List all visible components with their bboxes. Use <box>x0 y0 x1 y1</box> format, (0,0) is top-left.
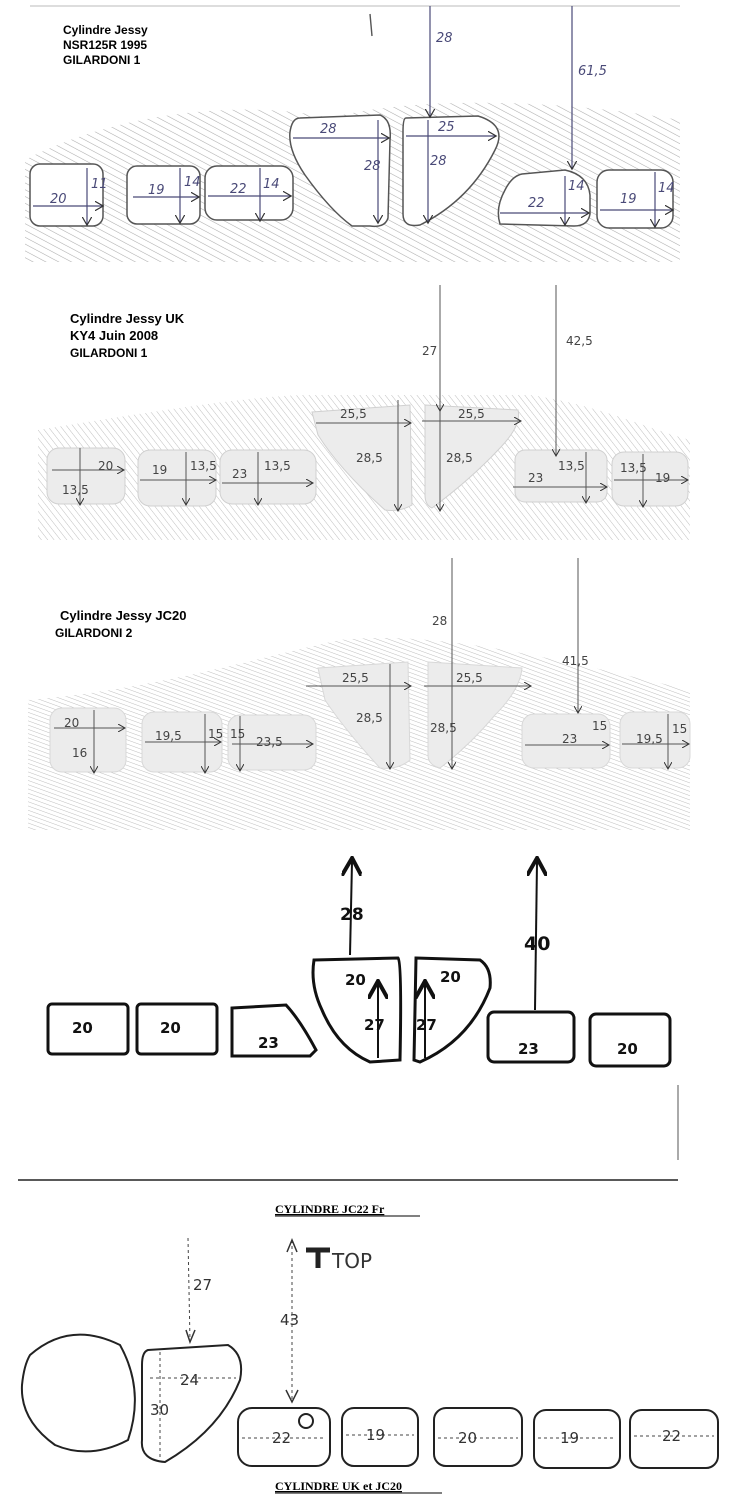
port-6-height: 13,5 <box>558 459 585 473</box>
port-1-width: 20 <box>72 1019 93 1037</box>
port-5-width: 19 <box>560 1429 580 1447</box>
port-6-width: 22 <box>528 196 545 211</box>
panel-uk-jc20 <box>22 1238 718 1493</box>
panel-title-line-3: GILARDONI 1 <box>70 346 148 360</box>
port-4-width: 28 <box>320 122 337 137</box>
panel-jc20 <box>28 558 690 830</box>
port-4-height: 28,5 <box>356 711 383 725</box>
port-1-height: 13,5 <box>62 483 89 497</box>
port-7-width: 20 <box>617 1040 638 1058</box>
port-3-height: 13,5 <box>264 459 291 473</box>
height-right: 42,5 <box>566 334 593 348</box>
port-4-width: 25,5 <box>340 407 367 421</box>
port-exhaust-left <box>22 1335 135 1452</box>
height-left: 28 <box>340 905 364 925</box>
port-3-width: 23,5 <box>256 735 283 749</box>
port-6-width: 23 <box>528 471 544 485</box>
port-4-height: 28,5 <box>356 451 383 465</box>
port-1 <box>50 708 126 772</box>
port-3-width: 22 <box>230 182 247 197</box>
port-6-height: 14 <box>568 179 585 194</box>
height-right: 61,5 <box>578 64 607 79</box>
height-left: 27 <box>193 1276 213 1294</box>
port-5-height: 28 <box>430 154 447 169</box>
port-1-height: 16 <box>72 746 88 760</box>
port-3-width: 19 <box>366 1426 386 1444</box>
port-7-height: 15 <box>672 722 688 736</box>
port-7-width: 19 <box>655 471 671 485</box>
panel-ky4 <box>38 285 690 540</box>
panel-title-line-2: NSR125R 1995 <box>63 38 148 52</box>
port-5-width: 25 <box>438 120 455 135</box>
port-5-width: 20 <box>440 968 461 986</box>
port-7-height: 14 <box>658 181 675 196</box>
port-4-width: 20 <box>345 971 366 989</box>
panel-title-line-1: Cylindre Jessy <box>63 23 148 37</box>
port-4-height: 28 <box>364 159 381 174</box>
height-left: 28 <box>436 31 453 46</box>
port-5-width: 25,5 <box>456 671 483 685</box>
port-5-height: 27 <box>416 1016 437 1034</box>
port-6-width: 23 <box>518 1040 539 1058</box>
height-right: 43 <box>280 1311 300 1329</box>
port-1-width: 20 <box>98 459 114 473</box>
port-4-width: 20 <box>458 1429 478 1447</box>
panel-title-line-3: GILARDONI 1 <box>63 53 141 67</box>
port-2-height: 14 <box>184 175 201 190</box>
port-7-height: 13,5 <box>620 461 647 475</box>
port-5-height: 28,5 <box>430 721 457 735</box>
port-2-width: 22 <box>272 1429 292 1447</box>
top-label: TOP <box>332 1249 373 1273</box>
port-7-width: 19 <box>620 192 637 207</box>
port-2-width: 20 <box>160 1019 181 1037</box>
panel-jc22 <box>18 862 678 1216</box>
panel-caption: CYLINDRE JC22 Fr <box>275 1202 385 1216</box>
port-1-height: 11 <box>91 177 108 192</box>
port-3-height: 15 <box>230 727 246 741</box>
port-3 <box>205 166 293 220</box>
port-5-height: 28,5 <box>446 451 473 465</box>
panel-title-line-2: GILARDONI 2 <box>55 626 133 640</box>
transfer-height: 30 <box>150 1401 170 1419</box>
port-3-height: 14 <box>263 177 280 192</box>
panel-title-line-1: Cylindre Jessy JC20 <box>60 608 187 623</box>
port-4-height: 27 <box>364 1016 385 1034</box>
port-3-width: 23 <box>232 467 248 481</box>
panel-title-line-2: KY4 Juin 2008 <box>70 328 159 343</box>
port-2-width: 19,5 <box>155 729 182 743</box>
port-2-height: 15 <box>208 727 224 741</box>
height-left: 27 <box>422 344 438 358</box>
height-right: 41,5 <box>562 654 589 668</box>
top-marker-icon <box>306 1250 330 1268</box>
port-6-width: 23 <box>562 732 578 746</box>
port-4 <box>434 1408 522 1466</box>
panel-caption: CYLINDRE UK et JC20 <box>275 1479 402 1493</box>
panel-nsr125r <box>25 6 680 262</box>
height-left: 28 <box>432 614 448 628</box>
port-2-width: 19 <box>148 183 165 198</box>
transfer-width: 24 <box>180 1371 200 1389</box>
port-3-width: 23 <box>258 1034 279 1052</box>
port-1-width: 20 <box>64 716 80 730</box>
port-4-width: 25,5 <box>342 671 369 685</box>
panel-title-line-1: Cylindre Jessy UK <box>70 311 185 326</box>
height-right: 40 <box>524 933 551 955</box>
port-5-width: 25,5 <box>458 407 485 421</box>
port-2-width: 19 <box>152 463 168 477</box>
port-6-width: 22 <box>662 1427 682 1445</box>
port-1-width: 20 <box>50 192 67 207</box>
port-2-height: 13,5 <box>190 459 217 473</box>
port-6-height: 15 <box>592 719 608 733</box>
port-7-width: 19,5 <box>636 732 663 746</box>
